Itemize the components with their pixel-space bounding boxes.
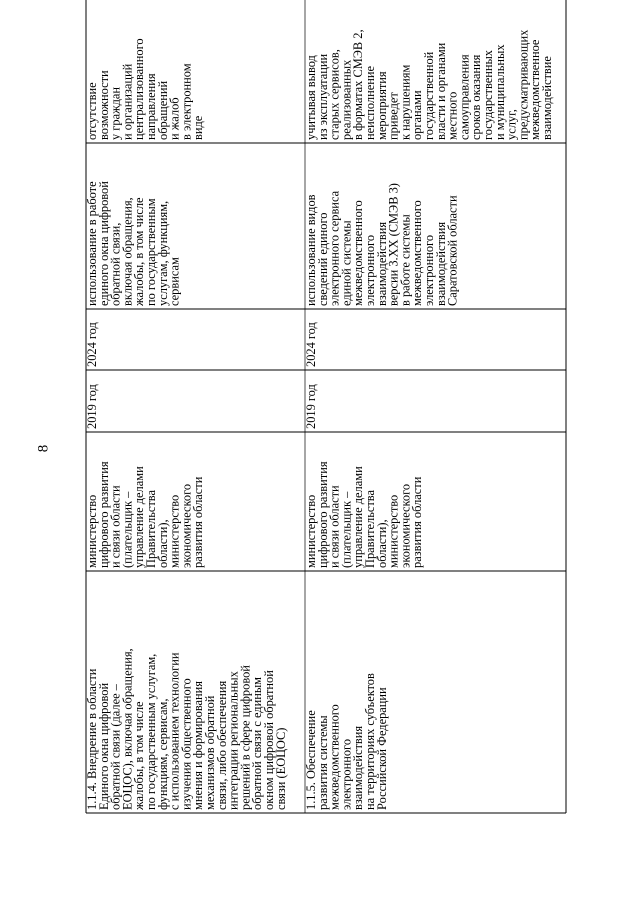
cell-line: государственной [422, 51, 436, 140]
cell-line: связи (ЕОЦОС) [273, 727, 288, 810]
cell-line: управление делами [132, 466, 147, 568]
cell-line: власти и органами [433, 42, 448, 140]
cell-line: на территориях субъектов [363, 673, 377, 810]
cell-line: местного [445, 91, 460, 140]
cell-line: развития системы [315, 715, 330, 810]
cell-line: ЕОЦОС), включая обращения, [120, 648, 135, 810]
cell-line: у граждан [108, 86, 123, 140]
cell-line: Саратовской области [445, 195, 460, 306]
cell-line: министерство [85, 494, 99, 568]
cell-line: министерство [386, 494, 401, 568]
cell-line: виде [191, 115, 206, 140]
cell-line: мероприятия [374, 71, 389, 140]
cell-line: 1.1.4. Внедрение в области [85, 668, 99, 810]
rotated-table [85, 0, 566, 813]
cell-line: включая обращения, [120, 197, 135, 306]
cell-line: обратной связи (далее – [108, 684, 123, 810]
cell-line: взаимодействия [433, 221, 448, 306]
cell-line: 2019 год [304, 384, 318, 429]
cell-line: 2024 год [85, 322, 99, 367]
cell-line: сроков оказания [469, 54, 484, 140]
cell-line: электронного сервиса [327, 190, 342, 306]
consequences-cell [85, 38, 205, 140]
cell-line: единого окна цифровой [96, 181, 111, 306]
cell-line: обратной связи, [108, 222, 123, 306]
cell-line: сервисам [167, 257, 182, 306]
cell-line: 1.1.5. Обеспечение [304, 710, 318, 810]
cell-line: экономического [398, 483, 413, 568]
cell-line: неисполнение [363, 66, 377, 140]
measure-cell [85, 648, 288, 811]
cell-line: (плательщик – [120, 491, 135, 568]
page-number: 8 [35, 444, 52, 453]
cell-line: направления [144, 73, 158, 140]
result-cell [304, 183, 460, 306]
cell-line: области), [374, 519, 389, 568]
cell-line: жалобы, в том числе [132, 197, 147, 306]
cell-line: сведений единого [315, 212, 330, 306]
cell-line: самоуправления [457, 54, 472, 140]
cell-line: услугам, функциям, [155, 200, 170, 306]
cell-line: электронного [339, 738, 354, 810]
cell-line: жалобы, в том числе [132, 701, 147, 810]
cell-line: экономического [179, 483, 194, 568]
cell-line: органами [410, 90, 425, 140]
cell-line: функциям, сервисам, [155, 698, 170, 810]
executor-cell [304, 461, 424, 568]
executor-cell [85, 461, 205, 568]
cell-line: Единого окна цифровой [96, 682, 111, 810]
cell-line: электронного [363, 234, 377, 306]
cell-line: использование видов [304, 194, 318, 306]
cell-line: возможности [96, 70, 111, 140]
cell-line: министерство [167, 494, 182, 568]
cell-line: с использованием технологии [167, 652, 182, 810]
cell-line: государственных [481, 49, 495, 140]
cell-line: по государственным [144, 198, 158, 306]
cell-line: отсутствие [85, 82, 99, 140]
cell-line: цифрового развития [315, 461, 330, 568]
cell-line: Российской Федерации [374, 687, 389, 810]
cell-line: и связи области [108, 485, 123, 568]
cell-line: изучения общественного [179, 678, 194, 810]
cell-line: и жалоб [167, 97, 182, 140]
cell-line: использование в работе [85, 181, 99, 306]
cell-line: и связи области [327, 485, 342, 568]
measure-cell [304, 673, 389, 810]
cell-line: министерство [304, 494, 318, 568]
start-year-cell [85, 384, 99, 429]
cell-line: управление делами [351, 466, 366, 568]
cell-line: решений в сфере цифровой [238, 665, 253, 810]
consequences-cell [304, 29, 554, 140]
result-cell [85, 181, 182, 307]
cell-line: межведомственного [327, 704, 342, 810]
cell-line: единой системы [339, 220, 354, 306]
cell-line: в электронном [179, 63, 194, 140]
cell-line: области), [155, 519, 170, 568]
cell-line: централизованного [132, 38, 147, 140]
cell-line: реализованных [339, 59, 354, 140]
cell-line: развития области [410, 476, 425, 568]
cell-line: развития области [191, 476, 206, 568]
cell-line: в форматах СМЭВ 2, [351, 29, 366, 140]
cell-line: 2024 год [304, 322, 318, 367]
cell-line: обращений [155, 80, 170, 140]
cell-line: окном цифровой обратной [262, 670, 276, 810]
cell-line: взаимодействия [374, 221, 389, 306]
cell-line: предусматривающих [516, 29, 531, 140]
cell-line: версии 3.ХХ (СМЭВ 3) [386, 183, 401, 306]
cell-line: в работе системы [398, 214, 413, 306]
cell-line: электронного [422, 234, 436, 306]
start-year-cell [304, 384, 318, 429]
cell-line: учитывая вывод [304, 55, 318, 140]
cell-line: приведет [386, 92, 401, 140]
cell-line: к нарушениям [398, 64, 413, 140]
cell-line: обратной связи с единым [250, 676, 265, 810]
cell-line: Правительства [144, 490, 158, 568]
cell-line: Правительства [363, 490, 377, 568]
cell-line: услуг, [504, 109, 519, 140]
cell-line: межведомственное [528, 39, 543, 140]
cell-line: цифрового развития [96, 461, 111, 568]
cell-line: 2019 год [85, 384, 99, 429]
cell-line: мнения и формирования [191, 680, 206, 810]
cell-line: механизмов обратной [203, 695, 217, 810]
cell-line: и организаций [120, 63, 135, 140]
cell-line: по государственным услугам, [144, 653, 158, 810]
cell-line: старых сервисов, [327, 49, 342, 140]
cell-line: межведомственного [351, 200, 366, 306]
cell-line: межведомственного [410, 200, 425, 306]
cell-line: связи, либо обеспечения [214, 680, 229, 810]
cell-line: из эксплуатации [315, 53, 330, 140]
cell-line: взаимодействие [540, 56, 554, 140]
end-year-cell [304, 322, 318, 367]
table-cells [85, 0, 554, 811]
end-year-cell [85, 322, 99, 367]
cell-line: интеграции региональных [226, 671, 241, 810]
cell-line: взаимодействия [351, 725, 366, 810]
cell-line: и муниципальных [492, 44, 507, 140]
cell-line: (плательщик – [339, 491, 354, 568]
